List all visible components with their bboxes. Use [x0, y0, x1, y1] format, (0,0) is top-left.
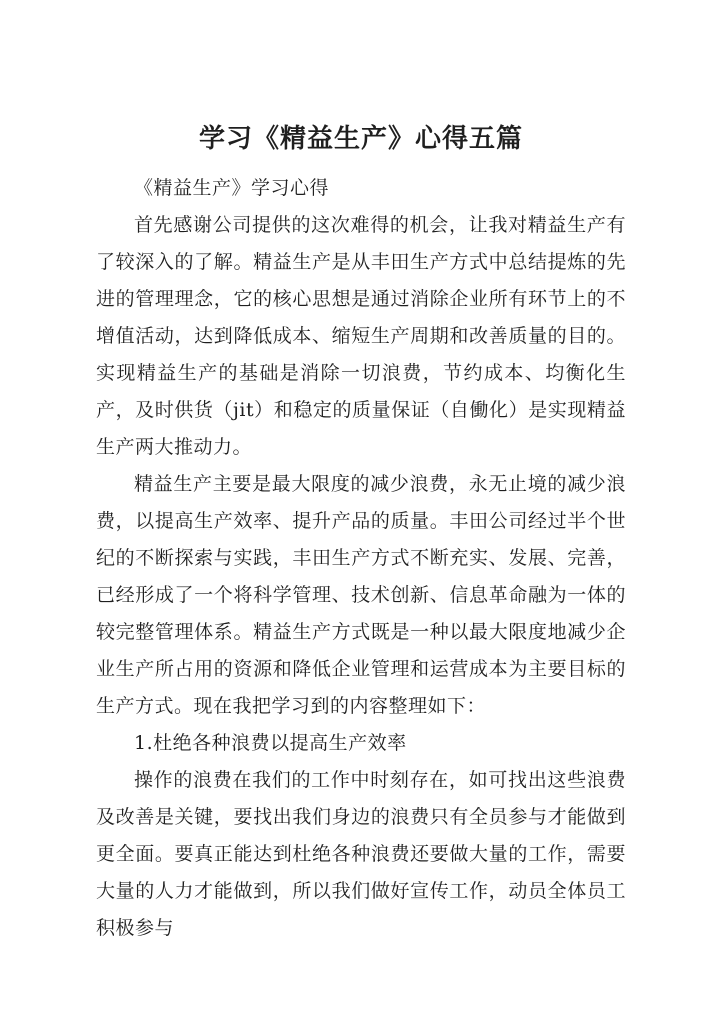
paragraph-item-1-heading: 1.杜绝各种浪费以提高生产效率: [134, 732, 407, 754]
document-title: 学习《精益生产》心得五篇: [198, 124, 523, 154]
paragraph-subtitle: 《精益生产》学习心得: [134, 177, 330, 199]
paragraph-lean-overview: 精益生产主要是最大限度的减少浪费，永无止境的减少浪费，以提高生产效率、提升产品的质量。丰田公司经过半个世纪的不断探索与实践，丰田生产方式不断充实、发展、完善，已经形成了一个将科学管理、技术创新、信息革命融为一体的较完整管理体系。精益生产方式既是一种以最大限度地减少企业生产所占用的资源和降低企业管理和运营成本为主要目标的生产方式。现在我把学习到的内容整理如下：: [96, 473, 626, 717]
document-content: [96, 118, 626, 947]
paragraph-intro: 首先感谢公司提供的这次难得的机会，让我对精益生产有了较深入的了解。精益生产是从丰田生产方式中总结提炼的先进的管理理念，它的核心思想是通过消除企业所有环节上的不增值活动，达到降低成本、缩短生产周期和改善质量的目的。实现精益生产的基础是消除一切浪费，节约成本、均衡化生产，及时供货（jit）和稳定的质量保证（自働化）是实现精益生产两大推动力。: [96, 214, 626, 458]
paragraph-item-1-body: 操作的浪费在我们的工作中时刻存在，如可找出这些浪费及改善是关键，要找出我们身边的浪费只有全员参与才能做到更全面。要真正能达到杜绝各种浪费还要做大量的工作，需要大量的人力才能做到，所以我们做好宣传工作，动员全体员工积极参与: [96, 769, 626, 939]
